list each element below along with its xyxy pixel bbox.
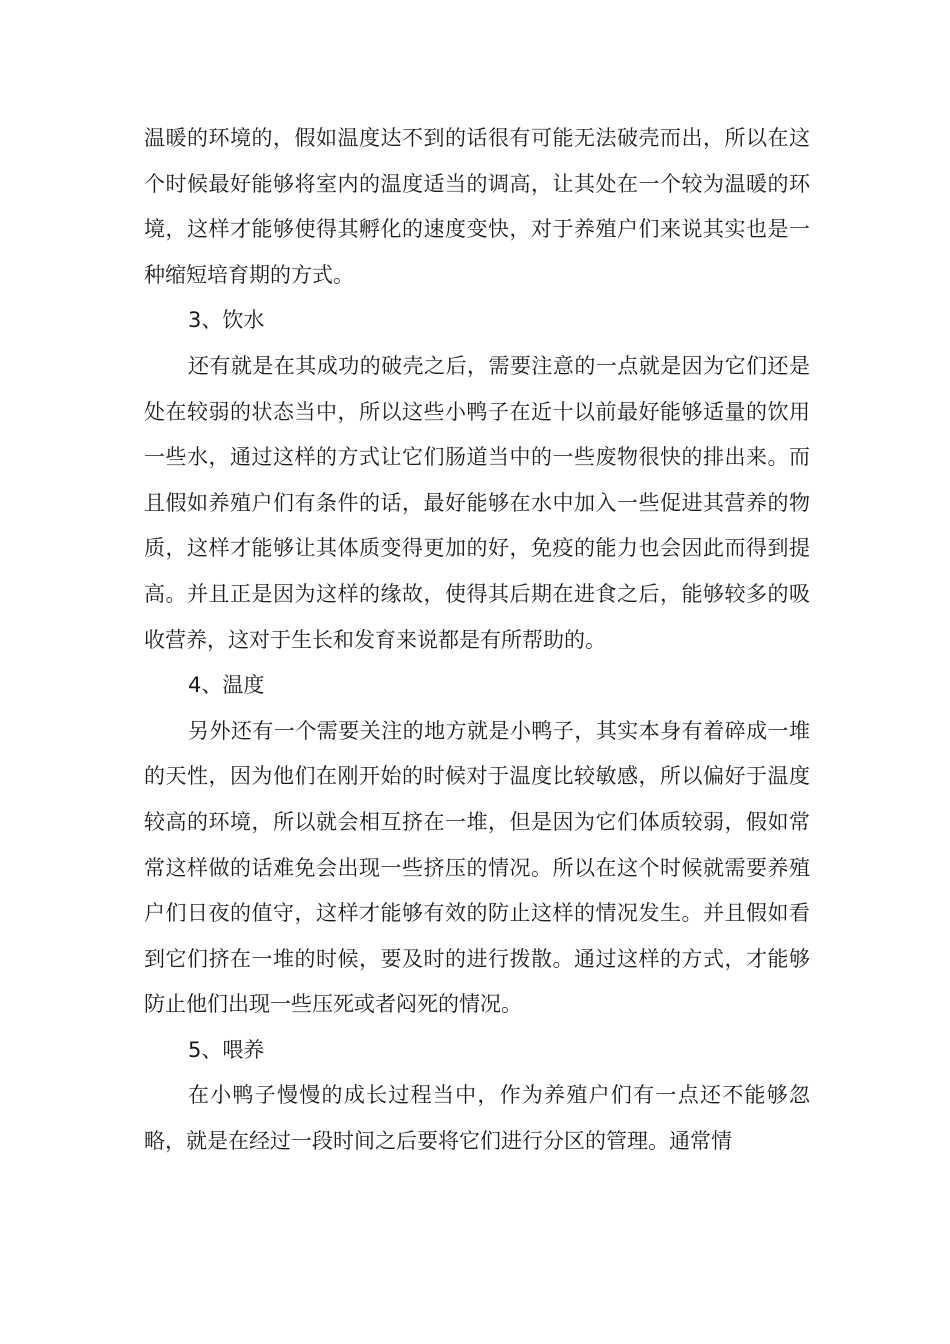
section-heading-temperature: 4、温度: [188, 673, 265, 698]
section-heading-drinking-water: 3、饮水: [188, 308, 265, 333]
paragraph-temperature: 另外还有一个需要关注的地方就是小鸭子，其实本身有着碎成一堆的天性，因为他们在刚开始的时候对于温度比较敏感，所以偏好于温度较高的环境，所以就会相互挤在一堆，但是因为它们体质较弱，假如常常这样做的话难免会出现一些挤压的情况。所以在这个时候就需要养殖户们日夜的值守，这样才能够有效的防止这样的情况发生。并且假如看到它们挤在一堆的时候，要及时的进行拨散。通过这样的方式，才能够防止他们出现一些压死或者闷死的情况。: [144, 718, 810, 1017]
paragraph-drinking-water: 还有就是在其成功的破壳之后，需要注意的一点就是因为它们还是处在较弱的状态当中，所以这些小鸭子在近十以前最好能够适量的饮用一些水，通过这样的方式让它们肠道当中的一些废物很快的排出来。而且假如养殖户们有条件的话，最好能够在水中加入一些促进其营养的物质，这样才能够让其体质变得更加的好，免疫的能力也会因此而得到提高。并且正是因为这样的缘故，使得其后期在进食之后，能够较多的吸收营养，这对于生长和发育来说都是有所帮助的。: [144, 353, 810, 652]
document-body: [144, 116, 810, 1165]
paragraph-continued: 温暖的环境的，假如温度达不到的话很有可能无法破壳而出，所以在这个时候最好能够将室内的温度适当的调高，让其处在一个较为温暖的环境，这样才能够使得其孵化的速度变快，对于养殖户们来说其实也是一种缩短培育期的方式。: [144, 126, 810, 287]
section-heading-feeding: 5、喂养: [188, 1037, 265, 1062]
paragraph-feeding: 在小鸭子慢慢的成长过程当中，作为养殖户们有一点还不能够忽略，就是在经过一段时间之后要将它们进行分区的管理。通常情: [144, 1083, 810, 1154]
